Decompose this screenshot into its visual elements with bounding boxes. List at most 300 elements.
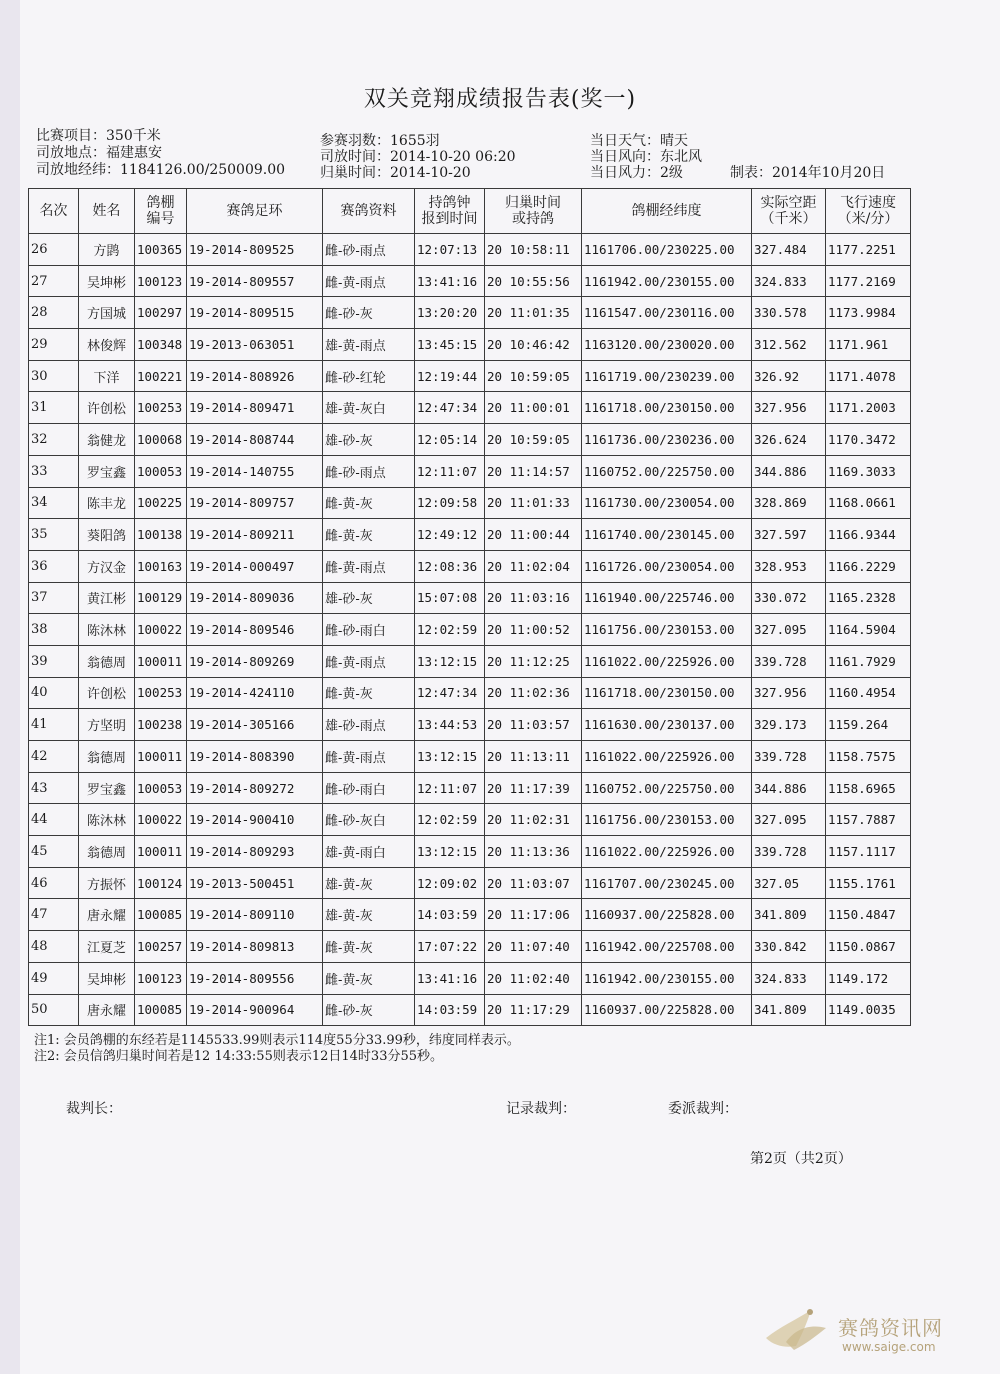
table-cell: 13:12:15 <box>415 645 485 677</box>
table-cell: 19-2014-305166 <box>187 709 323 741</box>
table-cell: 100053 <box>135 455 187 487</box>
table-cell: 20 11:00:44 <box>485 519 582 551</box>
table-cell: 19-2014-809757 <box>187 487 323 519</box>
table-cell: 20 11:02:31 <box>485 804 582 836</box>
table-cell: 19-2014-140755 <box>187 455 323 487</box>
table-cell: 19-2014-808926 <box>187 360 323 392</box>
table-cell: 100123 <box>135 265 187 297</box>
table-cell: 罗宝鑫 <box>79 772 135 804</box>
table-cell: 1161736.00/230236.00 <box>582 424 752 456</box>
table-cell: 100011 <box>135 836 187 868</box>
table-cell: 100123 <box>135 962 187 994</box>
table-cell: 19-2014-809515 <box>187 297 323 329</box>
table-cell: 19-2013-063051 <box>187 329 323 361</box>
table-cell: 雌-砂-灰 <box>323 297 415 329</box>
table-cell: 雌-砂-灰白 <box>323 804 415 836</box>
table-cell: 31 <box>29 392 79 424</box>
table-cell: 雌-黄-灰 <box>323 677 415 709</box>
table-cell: 20 11:13:36 <box>485 836 582 868</box>
table-cell: 14:03:59 <box>415 899 485 931</box>
table-row <box>29 392 911 424</box>
table-cell: 339.728 <box>752 741 826 773</box>
table-cell: 12:11:07 <box>415 455 485 487</box>
table-row <box>29 234 911 266</box>
table-cell: 12:47:34 <box>415 677 485 709</box>
column-header: 赛鸽资料 <box>323 189 415 234</box>
table-cell: 雄-黄-雨白 <box>323 836 415 868</box>
table-cell: 19-2014-809556 <box>187 962 323 994</box>
table-cell: 雄-黄-雨点 <box>323 329 415 361</box>
table-cell: 1160937.00/225828.00 <box>582 899 752 931</box>
notes <box>34 1033 520 1065</box>
table-cell: 许创松 <box>79 677 135 709</box>
table-cell: 1168.0661 <box>826 487 911 519</box>
table-cell: 唐永耀 <box>79 899 135 931</box>
table-cell: 19-2014-900410 <box>187 804 323 836</box>
table-cell: 329.173 <box>752 709 826 741</box>
table-cell: 1161022.00/225926.00 <box>582 836 752 868</box>
table-cell: 13:45:15 <box>415 329 485 361</box>
table-cell: 陈丰龙 <box>79 487 135 519</box>
table-cell: 1166.9344 <box>826 519 911 551</box>
table-cell: 翁德周 <box>79 645 135 677</box>
table-cell: 1149.0035 <box>826 994 911 1026</box>
table-cell: 13:44:53 <box>415 709 485 741</box>
table-cell: 12:11:07 <box>415 772 485 804</box>
table-row <box>29 994 911 1026</box>
table-cell: 326.624 <box>752 424 826 456</box>
table-row <box>29 487 911 519</box>
table-cell: 1161942.00/230155.00 <box>582 265 752 297</box>
table-cell: 100085 <box>135 899 187 931</box>
table-cell: 雌-黄-灰 <box>323 487 415 519</box>
table-cell: 1161756.00/230153.00 <box>582 614 752 646</box>
table-cell: 28 <box>29 297 79 329</box>
table-cell: 20 10:58:11 <box>485 234 582 266</box>
table-cell: 19-2013-500451 <box>187 867 323 899</box>
table-cell: 1150.0867 <box>826 931 911 963</box>
table-cell: 100011 <box>135 645 187 677</box>
note-2: 注2: 会员信鸽归巢时间若是12 14:33:55则表示12日14时33分55秒。 <box>34 1049 444 1064</box>
chief-judge-label: 裁判长： <box>66 1101 122 1117</box>
table-cell: 13:12:15 <box>415 741 485 773</box>
table-cell: 1150.4847 <box>826 899 911 931</box>
table-cell: 19-2014-809557 <box>187 265 323 297</box>
column-header: 名次 <box>29 189 79 234</box>
meta-race-item: 比赛项目：350千米 <box>36 128 161 144</box>
table-row <box>29 550 911 582</box>
table-cell: 1157.7887 <box>826 804 911 836</box>
table-cell: 19-2014-000497 <box>187 550 323 582</box>
meta-release-coords: 司放地经纬：1184126.00/250009.00 <box>36 162 286 178</box>
table-cell: 雌-砂-红轮 <box>323 360 415 392</box>
table-cell: 19-2014-424110 <box>187 677 323 709</box>
table-cell: 1161.7929 <box>826 645 911 677</box>
table-cell: 42 <box>29 741 79 773</box>
table-cell: 13:41:16 <box>415 962 485 994</box>
table-cell: 1161719.00/230239.00 <box>582 360 752 392</box>
table-cell: 翁德周 <box>79 836 135 868</box>
table-cell: 1161547.00/230116.00 <box>582 297 752 329</box>
table-cell: 雌-黄-雨点 <box>323 550 415 582</box>
table-row <box>29 677 911 709</box>
table-cell: 100053 <box>135 772 187 804</box>
table-cell: 341.809 <box>752 994 826 1026</box>
table-cell: 330.842 <box>752 931 826 963</box>
table-cell: 20 11:02:36 <box>485 677 582 709</box>
table-cell: 327.956 <box>752 392 826 424</box>
page-edge <box>0 0 20 1374</box>
delegate-judge-label: 委派裁判： <box>668 1101 738 1117</box>
table-cell: 1161707.00/230245.00 <box>582 867 752 899</box>
table-cell: 黄江彬 <box>79 582 135 614</box>
table-cell: 1170.3472 <box>826 424 911 456</box>
table-row <box>29 297 911 329</box>
table-cell: 19-2014-900964 <box>187 994 323 1026</box>
table-cell: 雌-黄-雨点 <box>323 741 415 773</box>
table-cell: 100253 <box>135 677 187 709</box>
table-cell: 19-2014-809525 <box>187 234 323 266</box>
table-cell: 100011 <box>135 741 187 773</box>
table-row <box>29 772 911 804</box>
table-cell: 唐永耀 <box>79 994 135 1026</box>
table-cell: 27 <box>29 265 79 297</box>
table-cell: 1149.172 <box>826 962 911 994</box>
table-cell: 100068 <box>135 424 187 456</box>
table-cell: 100348 <box>135 329 187 361</box>
column-header: 鸽棚 编号 <box>135 189 187 234</box>
table-cell: 19-2014-809269 <box>187 645 323 677</box>
table-cell: 19-2014-809272 <box>187 772 323 804</box>
table-row <box>29 265 911 297</box>
table-row <box>29 931 911 963</box>
table-cell: 30 <box>29 360 79 392</box>
table-cell: 38 <box>29 614 79 646</box>
column-header: 鸽棚经纬度 <box>582 189 752 234</box>
table-cell: 雄-黄-灰 <box>323 899 415 931</box>
table-cell: 许创松 <box>79 392 135 424</box>
table-cell: 1161718.00/230150.00 <box>582 392 752 424</box>
table-cell: 19-2014-809546 <box>187 614 323 646</box>
table-cell: 40 <box>29 677 79 709</box>
table-cell: 35 <box>29 519 79 551</box>
watermark-url: www.saige.com <box>842 1340 936 1354</box>
table-cell: 46 <box>29 867 79 899</box>
table-cell: 20 10:46:42 <box>485 329 582 361</box>
table-cell: 1161718.00/230150.00 <box>582 677 752 709</box>
table-cell: 20 11:00:01 <box>485 392 582 424</box>
table-cell: 12:08:36 <box>415 550 485 582</box>
table-cell: 12:47:34 <box>415 392 485 424</box>
record-judge-label: 记录裁判： <box>506 1101 576 1117</box>
table-body <box>29 234 911 1026</box>
table-cell: 20 11:03:16 <box>485 582 582 614</box>
table-row <box>29 614 911 646</box>
table-cell: 33 <box>29 455 79 487</box>
table-cell: 1161756.00/230153.00 <box>582 804 752 836</box>
table-row <box>29 645 911 677</box>
table-cell: 100257 <box>135 931 187 963</box>
table-cell: 下洋 <box>79 360 135 392</box>
table-cell: 雌-黄-雨点 <box>323 645 415 677</box>
table-cell: 陈沐林 <box>79 804 135 836</box>
table-row <box>29 360 911 392</box>
table-cell: 339.728 <box>752 836 826 868</box>
table-cell: 20 11:14:57 <box>485 455 582 487</box>
table-cell: 20 11:13:11 <box>485 741 582 773</box>
table-cell: 100253 <box>135 392 187 424</box>
table-cell: 327.095 <box>752 804 826 836</box>
table-cell: 翁德周 <box>79 741 135 773</box>
table-row <box>29 424 911 456</box>
table-cell: 方汉金 <box>79 550 135 582</box>
table-cell: 雌-黄-雨点 <box>323 265 415 297</box>
table-cell: 339.728 <box>752 645 826 677</box>
meta-entries: 参赛羽数：1655羽 <box>320 133 440 149</box>
table-cell: 100365 <box>135 234 187 266</box>
table-cell: 328.953 <box>752 550 826 582</box>
table-cell: 12:05:14 <box>415 424 485 456</box>
table-cell: 36 <box>29 550 79 582</box>
table-row <box>29 329 911 361</box>
table-cell: 341.809 <box>752 899 826 931</box>
table-cell: 327.597 <box>752 519 826 551</box>
column-header: 归巢时间 或持鸽 <box>485 189 582 234</box>
table-cell: 327.484 <box>752 234 826 266</box>
table-cell: 1171.4078 <box>826 360 911 392</box>
table-cell: 1159.264 <box>826 709 911 741</box>
table-row <box>29 582 911 614</box>
table-cell: 12:49:12 <box>415 519 485 551</box>
table-cell: 100085 <box>135 994 187 1026</box>
table-cell: 327.05 <box>752 867 826 899</box>
table-cell: 20 11:02:04 <box>485 550 582 582</box>
table-cell: 330.578 <box>752 297 826 329</box>
table-cell: 327.095 <box>752 614 826 646</box>
table-cell: 方鹍 <box>79 234 135 266</box>
table-cell: 1161730.00/230054.00 <box>582 487 752 519</box>
table-cell: 19-2014-808744 <box>187 424 323 456</box>
table-cell: 47 <box>29 899 79 931</box>
table-cell: 19-2014-809110 <box>187 899 323 931</box>
table-cell: 1161942.00/230155.00 <box>582 962 752 994</box>
meta-release-time: 司放时间：2014-10-20 06:20 <box>320 149 516 165</box>
column-header: 赛鸽足环 <box>187 189 323 234</box>
table-row <box>29 455 911 487</box>
meta-made-date: 制表：2014年10月20日 <box>730 165 886 181</box>
column-header: 飞行速度 （米/分） <box>826 189 911 234</box>
table-cell: 20 11:12:25 <box>485 645 582 677</box>
table-row <box>29 709 911 741</box>
table-cell: 39 <box>29 645 79 677</box>
column-header: 实际空距 （千米） <box>752 189 826 234</box>
table-cell: 20 11:00:52 <box>485 614 582 646</box>
table-cell: 330.072 <box>752 582 826 614</box>
table-cell: 13:41:16 <box>415 265 485 297</box>
table-cell: 1158.7575 <box>826 741 911 773</box>
table-cell: 20 11:17:06 <box>485 899 582 931</box>
table-cell: 20 11:01:33 <box>485 487 582 519</box>
table-cell: 324.833 <box>752 265 826 297</box>
table-cell: 50 <box>29 994 79 1026</box>
table-cell: 12:19:44 <box>415 360 485 392</box>
table-row <box>29 519 911 551</box>
table-cell: 49 <box>29 962 79 994</box>
column-header: 持鸽钟 报到时间 <box>415 189 485 234</box>
table-row <box>29 804 911 836</box>
table-cell: 19-2014-809211 <box>187 519 323 551</box>
table-cell: 100022 <box>135 614 187 646</box>
table-cell: 100297 <box>135 297 187 329</box>
table-header-row <box>29 189 911 234</box>
table-cell: 1161630.00/230137.00 <box>582 709 752 741</box>
meta-return-time: 归巢时间：2014-10-20 <box>320 165 471 181</box>
table-row <box>29 962 911 994</box>
table-cell: 吴坤彬 <box>79 265 135 297</box>
table-cell: 20 11:03:57 <box>485 709 582 741</box>
table-cell: 37 <box>29 582 79 614</box>
table-cell: 12:09:02 <box>415 867 485 899</box>
table-row <box>29 741 911 773</box>
table-cell: 20 10:55:56 <box>485 265 582 297</box>
table-cell: 雄-砂-灰 <box>323 582 415 614</box>
table-cell: 雌-砂-灰 <box>323 994 415 1026</box>
table-cell: 雌-黄-灰 <box>323 931 415 963</box>
table-cell: 雌-砂-雨点 <box>323 455 415 487</box>
table-cell: 26 <box>29 234 79 266</box>
table-cell: 19-2014-808390 <box>187 741 323 773</box>
table-cell: 1173.9984 <box>826 297 911 329</box>
table-cell: 雌-黄-灰 <box>323 962 415 994</box>
table-cell: 1161022.00/225926.00 <box>582 741 752 773</box>
table-cell: 葵阳鸽 <box>79 519 135 551</box>
table-cell: 1161726.00/230054.00 <box>582 550 752 582</box>
table-cell: 344.886 <box>752 772 826 804</box>
table-cell: 1160937.00/225828.00 <box>582 994 752 1026</box>
table-cell: 雌-黄-灰 <box>323 519 415 551</box>
table-cell: 20 11:02:40 <box>485 962 582 994</box>
table-cell: 19-2014-809813 <box>187 931 323 963</box>
table-cell: 雄-黄-灰 <box>323 867 415 899</box>
table-cell: 翁健龙 <box>79 424 135 456</box>
table-cell: 雄-砂-灰 <box>323 424 415 456</box>
table-cell: 1161940.00/225746.00 <box>582 582 752 614</box>
table-cell: 12:02:59 <box>415 614 485 646</box>
table-cell: 19-2014-809471 <box>187 392 323 424</box>
table-cell: 100022 <box>135 804 187 836</box>
table-cell: 344.886 <box>752 455 826 487</box>
table-cell: 19-2014-809293 <box>187 836 323 868</box>
table-cell: 100221 <box>135 360 187 392</box>
table-cell: 43 <box>29 772 79 804</box>
table-cell: 14:03:59 <box>415 994 485 1026</box>
meta-wind-direction: 当日风向：东北风 <box>590 149 702 165</box>
table-cell: 48 <box>29 931 79 963</box>
column-header: 姓名 <box>79 189 135 234</box>
table-cell: 19-2014-809036 <box>187 582 323 614</box>
table-cell: 20 11:07:40 <box>485 931 582 963</box>
table-cell: 1155.1761 <box>826 867 911 899</box>
note-1: 注1: 会员鸽棚的东经若是1145533.99则表示114度55分33.99秒，纬度同样表示。 <box>34 1033 520 1048</box>
results-table <box>28 188 911 1026</box>
table-row <box>29 867 911 899</box>
table-cell: 1157.1117 <box>826 836 911 868</box>
table-cell: 方振怀 <box>79 867 135 899</box>
table-cell: 江夏芝 <box>79 931 135 963</box>
table-cell: 1171.2003 <box>826 392 911 424</box>
table-row <box>29 836 911 868</box>
table-cell: 1165.2328 <box>826 582 911 614</box>
table-cell: 罗宝鑫 <box>79 455 135 487</box>
table-cell: 雌-砂-雨白 <box>323 772 415 804</box>
table-cell: 20 11:03:07 <box>485 867 582 899</box>
table-cell: 1160752.00/225750.00 <box>582 772 752 804</box>
table-cell: 1160752.00/225750.00 <box>582 455 752 487</box>
table-cell: 1177.2169 <box>826 265 911 297</box>
report-title: 双关竞翔成绩报告表(奖一) <box>363 87 637 112</box>
table-cell: 吴坤彬 <box>79 962 135 994</box>
table-cell: 1161942.00/225708.00 <box>582 931 752 963</box>
table-cell: 林俊辉 <box>79 329 135 361</box>
table-cell: 100238 <box>135 709 187 741</box>
table-cell: 327.956 <box>752 677 826 709</box>
table-cell: 20 11:17:39 <box>485 772 582 804</box>
table-cell: 1160.4954 <box>826 677 911 709</box>
table-cell: 12:02:59 <box>415 804 485 836</box>
page-number: 第2页（共2页） <box>750 1151 852 1167</box>
table-cell: 29 <box>29 329 79 361</box>
table-cell: 100124 <box>135 867 187 899</box>
table-cell: 12:09:58 <box>415 487 485 519</box>
watermark-site-name: 赛鸽资讯网 <box>838 1316 943 1340</box>
table-cell: 方坚明 <box>79 709 135 741</box>
table-cell: 雄-砂-雨点 <box>323 709 415 741</box>
meta-wind-force: 当日风力：2级 <box>590 165 683 181</box>
table-cell: 20 10:59:05 <box>485 360 582 392</box>
table-cell: 100225 <box>135 487 187 519</box>
table-cell: 13:12:15 <box>415 836 485 868</box>
table-cell: 雌-砂-雨点 <box>323 234 415 266</box>
table-cell: 1164.5904 <box>826 614 911 646</box>
table-cell: 41 <box>29 709 79 741</box>
table-cell: 1158.6965 <box>826 772 911 804</box>
table-cell: 100163 <box>135 550 187 582</box>
table-cell: 1161706.00/230225.00 <box>582 234 752 266</box>
table-cell: 1169.3033 <box>826 455 911 487</box>
table-cell: 1163120.00/230020.00 <box>582 329 752 361</box>
table-cell: 326.92 <box>752 360 826 392</box>
table-cell: 15:07:08 <box>415 582 485 614</box>
table-cell: 方国城 <box>79 297 135 329</box>
table-cell: 45 <box>29 836 79 868</box>
table-cell: 1161022.00/225926.00 <box>582 645 752 677</box>
table-cell: 1166.2229 <box>826 550 911 582</box>
table-cell: 34 <box>29 487 79 519</box>
table-cell: 1161740.00/230145.00 <box>582 519 752 551</box>
table-cell: 20 10:59:05 <box>485 424 582 456</box>
meta-release-place: 司放地点：福建惠安 <box>36 145 162 161</box>
table-cell: 324.833 <box>752 962 826 994</box>
table-cell: 17:07:22 <box>415 931 485 963</box>
table-cell: 雄-黄-灰白 <box>323 392 415 424</box>
table-row <box>29 899 911 931</box>
table-cell: 328.869 <box>752 487 826 519</box>
table-cell: 20 11:01:35 <box>485 297 582 329</box>
table-cell: 12:07:13 <box>415 234 485 266</box>
table-cell: 陈沐林 <box>79 614 135 646</box>
table-cell: 13:20:20 <box>415 297 485 329</box>
table-cell: 100129 <box>135 582 187 614</box>
